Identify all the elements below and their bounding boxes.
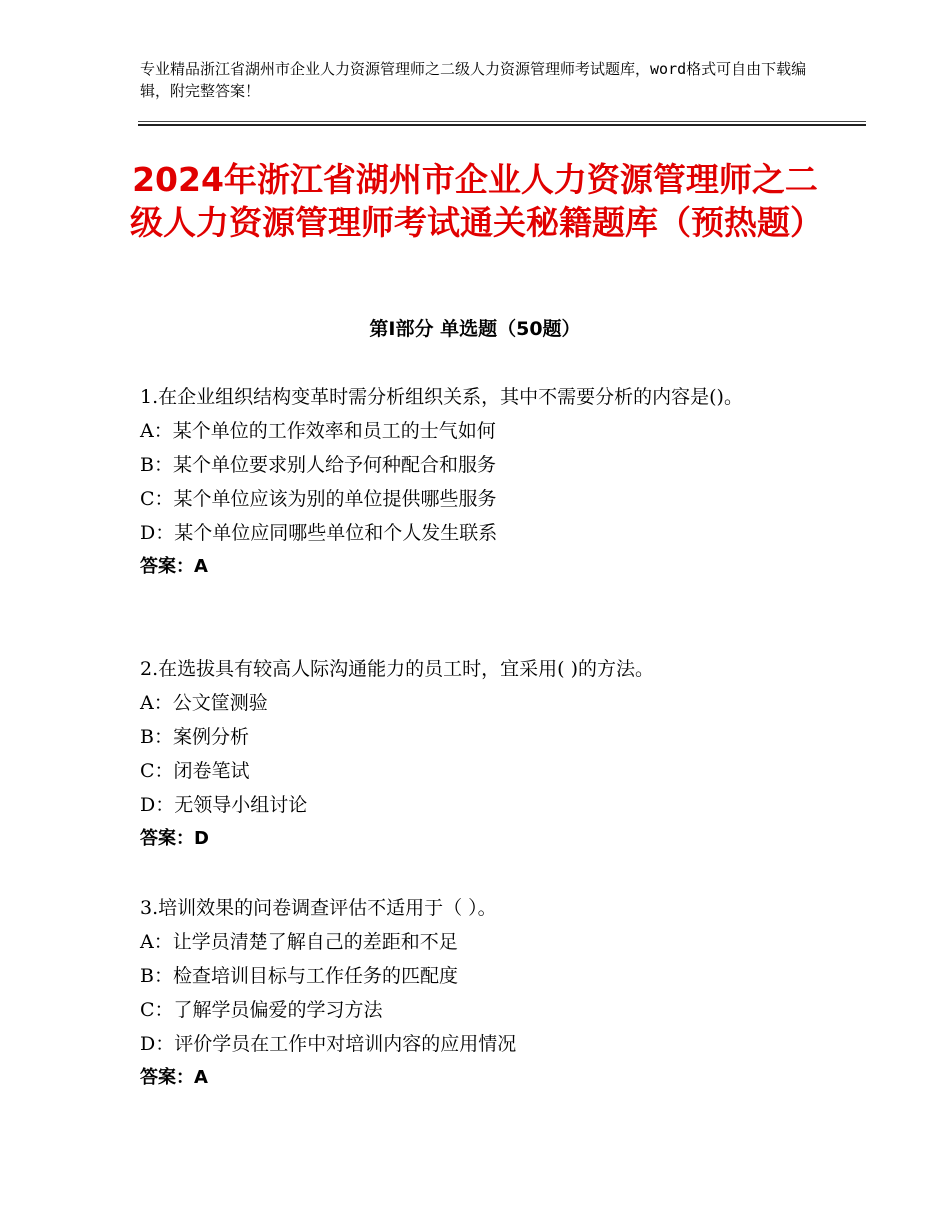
question-stem: 1.在企业组织结构变革时需分析组织关系，其中不需要分析的内容是()。 (140, 386, 743, 408)
question-answer: 答案：A (140, 556, 208, 577)
question-option-a: A：让学员清楚了解自己的差距和不足 (140, 931, 458, 953)
header-divider-bottom (138, 124, 866, 126)
question-stem: 3.培训效果的问卷调查评估不适用于（ ）。 (140, 897, 497, 919)
question-2 (140, 652, 820, 856)
question-option-d: D：评价学员在工作中对培训内容的应用情况 (140, 1033, 517, 1055)
document-title: 2024年浙江省湖州市企业人力资源管理师之二级人力资源管理师考试通关秘籍题库（预热题） (130, 160, 823, 242)
question-option-b: B：检查培训目标与工作任务的匹配度 (140, 965, 458, 987)
question-option-a: A：某个单位的工作效率和员工的士气如何 (140, 420, 496, 442)
question-answer: 答案：A (140, 1067, 208, 1088)
question-option-b: B：某个单位要求别人给予何种配合和服务 (140, 454, 496, 476)
question-option-a: A：公文筐测验 (140, 692, 268, 714)
header-note: 专业精品浙江省湖州市企业人力资源管理师之二级人力资源管理师考试题库，word格式可自由下载编辑，附完整答案！ (140, 60, 807, 100)
header-divider-top (138, 121, 866, 122)
question-option-d: D：无领导小组讨论 (140, 794, 308, 816)
question-option-c: C：了解学员偏爱的学习方法 (140, 999, 383, 1021)
question-1 (140, 380, 820, 584)
question-answer: 答案：D (140, 828, 209, 849)
question-3 (140, 891, 820, 1095)
question-option-c: C：闭卷笔试 (140, 760, 250, 782)
question-stem: 2.在选拔具有较高人际沟通能力的员工时，宜采用( )的方法。 (140, 658, 654, 680)
question-option-b: B：案例分析 (140, 726, 249, 748)
question-option-d: D：某个单位应同哪些单位和个人发生联系 (140, 522, 498, 544)
question-option-c: C：某个单位应该为别的单位提供哪些服务 (140, 488, 497, 510)
section-title: 第Ⅰ部分 单选题（50题） (369, 318, 581, 340)
